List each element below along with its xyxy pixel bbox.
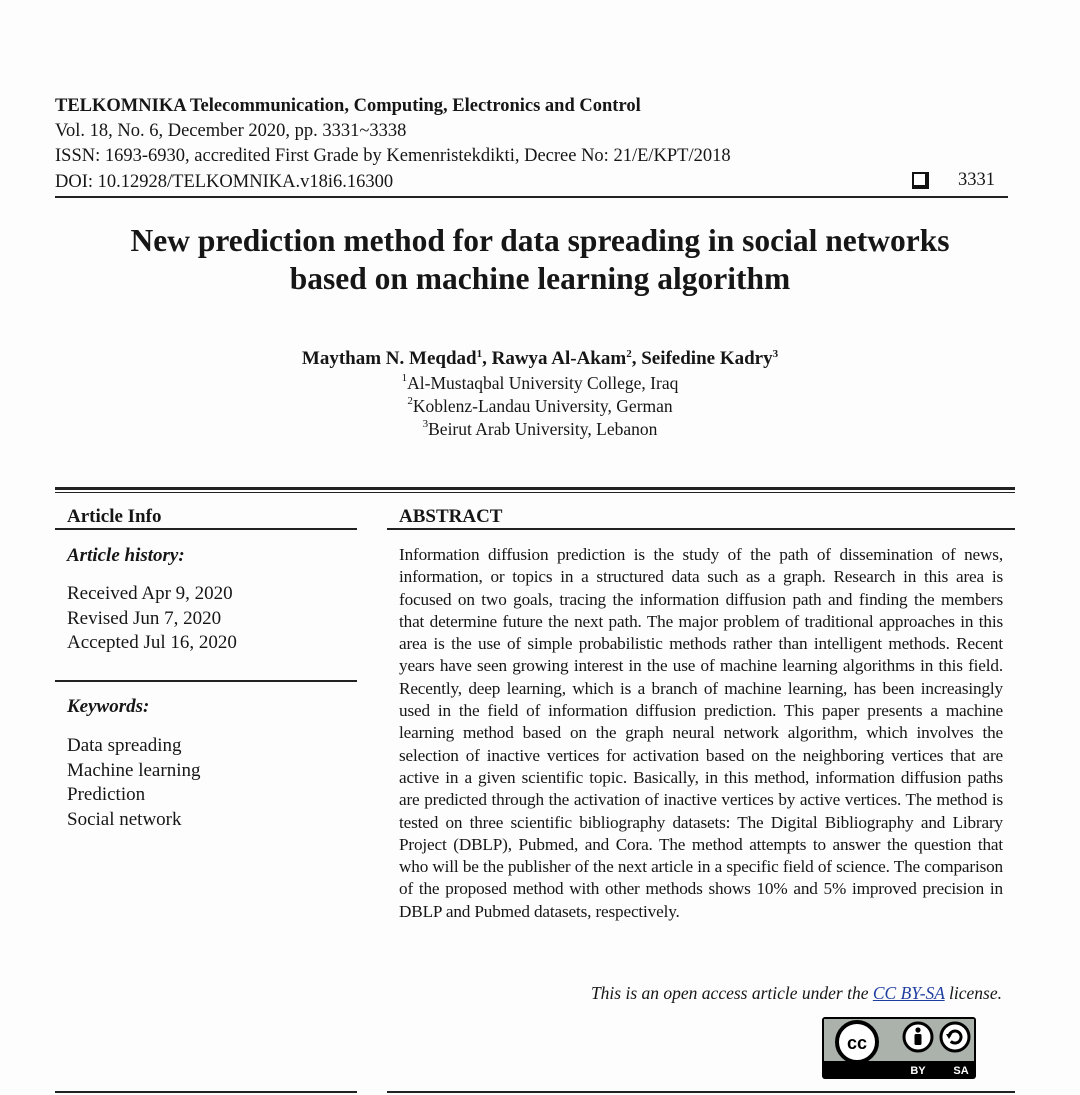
abstract-text: Information diffusion prediction is the study of the path of dissemination of news, information, or topics in a structured data such as a graph. Research in this area is focused on two goals, tracing the information diffusion path and finding the members that determine future the next path. The major problem of traditional approaches in this area is the use of simple probabilistic methods rather than intelligent methods. Recent years have seen growing interest in the use of machine learning algorithms in this field. Recently, deep learning, which is a branch of machine learning, has been increasingly used in the field of information diffusion prediction. This paper presents a machine learning method based on the graph neural network algorithm, which involves the selection of inactive vertices for activation based on the neighboring vertices that are active in a given scientific topic. Basically, in this method, information diffusion paths are predicted through the activation of inactive vertices by active vertices. The method is tested on three scientific bibliography datasets: The Digital Bibliography and Library Project (DBLP), Pubmed, and Cora. The method attempts to answer the question that who will be the publisher of the next article in a specific field of science. The comparison of the proposed method with other methods shows 10% and 5% improved precision in DBLP and Pubmed datasets, respectively. bbox=[399, 545, 1003, 921]
article-info-heading: Article Info bbox=[67, 506, 162, 527]
license-link[interactable]: CC BY-SA bbox=[872, 983, 945, 1003]
cc-badge-graphic bbox=[824, 1019, 974, 1077]
author-sup: 3 bbox=[772, 348, 779, 360]
author-name: Seifedine Kadry bbox=[641, 348, 773, 369]
affiliation bbox=[0, 372, 1080, 395]
affiliation-text: Al-Mustaqbal University College, Iraq bbox=[407, 373, 679, 393]
journal-name: TELKOMNIKA Telecommunication, Computing, Electronics and Control bbox=[55, 96, 641, 116]
cc-letters: cc bbox=[846, 1033, 868, 1053]
by-label: BY bbox=[910, 1065, 926, 1077]
article-history-heading: Article history: bbox=[67, 545, 185, 566]
header-rule bbox=[55, 196, 1008, 198]
keyword-item: Prediction bbox=[67, 784, 146, 805]
title-line-1: New prediction method for data spreading in social networks bbox=[130, 223, 950, 258]
share-alike-icon bbox=[941, 1023, 969, 1051]
author-name: Rawya Al-Akam bbox=[491, 348, 627, 369]
affiliation-text: Koblenz-Landau University, German bbox=[412, 396, 673, 416]
license-suffix: license. bbox=[944, 983, 1002, 1003]
history-item: Revised Jun 7, 2020 bbox=[67, 607, 222, 629]
keywords-list bbox=[67, 734, 200, 832]
keyword-item: Data spreading bbox=[67, 735, 182, 756]
author-sup: 2 bbox=[626, 348, 632, 360]
volume-info: Vol. 18, No. 6, December 2020, pp. 3331~3338 bbox=[55, 121, 407, 141]
history-item: Accepted Jul 16, 2020 bbox=[67, 632, 237, 653]
affiliation-sup: 3 bbox=[422, 418, 429, 430]
abstract-rule bbox=[387, 528, 1015, 530]
sa-label: SA bbox=[953, 1065, 969, 1077]
doi-info: DOI: 10.12928/TELKOMNIKA.v18i6.16300 bbox=[55, 172, 394, 192]
license-prefix: This is an open access article under the bbox=[590, 983, 873, 1003]
cc-by-sa-badge[interactable] bbox=[822, 1017, 976, 1079]
abstract-heading: ABSTRACT bbox=[399, 506, 503, 527]
section-rule-thick bbox=[55, 487, 1015, 490]
article-history-list bbox=[67, 582, 237, 656]
history-item: Received Apr 9, 2020 bbox=[67, 583, 233, 604]
author-list bbox=[0, 348, 1080, 370]
affiliation bbox=[0, 395, 1080, 418]
cc-badge-body bbox=[824, 1019, 974, 1077]
keywords-rule bbox=[55, 680, 357, 682]
affiliation-sup: 2 bbox=[407, 395, 413, 407]
author-sup: 1 bbox=[476, 348, 483, 360]
paper-title bbox=[40, 222, 1040, 298]
title-line-2: based on machine learning algorithm bbox=[289, 261, 791, 296]
affiliation-sup: 1 bbox=[401, 372, 408, 384]
keyword-item: Machine learning bbox=[67, 759, 201, 781]
author-separator: , bbox=[631, 348, 642, 369]
bottom-rule-right bbox=[387, 1091, 1015, 1093]
author-name: Maytham N. Meqdad bbox=[301, 348, 477, 369]
keyword-item: Social network bbox=[67, 808, 182, 830]
article-info-rule bbox=[55, 528, 357, 530]
license-line bbox=[591, 983, 1002, 1004]
square-bullet-icon bbox=[912, 172, 929, 189]
author-separator: , bbox=[482, 348, 492, 369]
page-number: 3331 bbox=[958, 170, 995, 190]
bottom-rule-left bbox=[55, 1091, 357, 1093]
section-rule-thin bbox=[55, 492, 1015, 493]
affiliation bbox=[0, 418, 1080, 441]
keywords-heading: Keywords: bbox=[67, 696, 150, 717]
affiliation-text: Beirut Arab University, Lebanon bbox=[428, 419, 658, 439]
issn-info: ISSN: 1693-6930, accredited First Grade by Kemenristekdikti, Decree No: 21/E/KPT/2018 bbox=[55, 146, 731, 166]
